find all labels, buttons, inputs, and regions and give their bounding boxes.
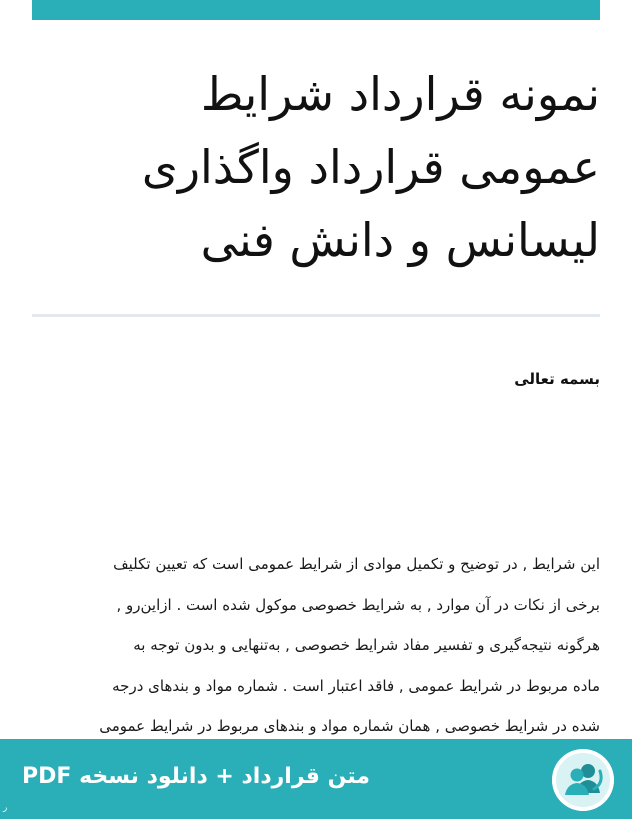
body-line: شده در شرایط خصوصی , همان شماره مواد و بندهای مربوط در شرایط عمومی (99, 717, 600, 735)
body-line: ماده مربوط در شرایط عمومی , فاقد اعتبار است . شماره مواد و بندهای درجه (112, 676, 600, 695)
top-accent-bar (32, 0, 600, 20)
page-title (32, 58, 600, 277)
people-logo-icon (552, 749, 614, 811)
download-pdf-link[interactable]: متن قرارداد + دانلود نسخه PDF (22, 764, 370, 789)
title-line-1: نمونه قرارداد شرایط (200, 67, 600, 121)
title-divider (32, 314, 600, 317)
title-line-2: عمومی قرارداد واگذاری (141, 140, 600, 194)
salutation-text: بسمه تعالی (514, 370, 600, 388)
contract-body (32, 544, 600, 747)
corner-mark: ر (3, 803, 8, 813)
body-line: برخی از نکات در آن موارد , به شرایط خصوصی موکول شده است . ازاین‌رو , (116, 595, 600, 614)
body-line: این شرایط , در توضیح و تکمیل موادی از شرایط عمومی است که تعیین تکلیف (113, 555, 600, 573)
body-line: هرگونه نتیجه‌گیری و تفسیر مفاد شرایط خصوصی , به‌تنهایی و بدون توجه به (133, 636, 600, 654)
download-banner[interactable] (0, 739, 632, 819)
title-line-3: لیسانس و دانش فنی (200, 213, 600, 267)
